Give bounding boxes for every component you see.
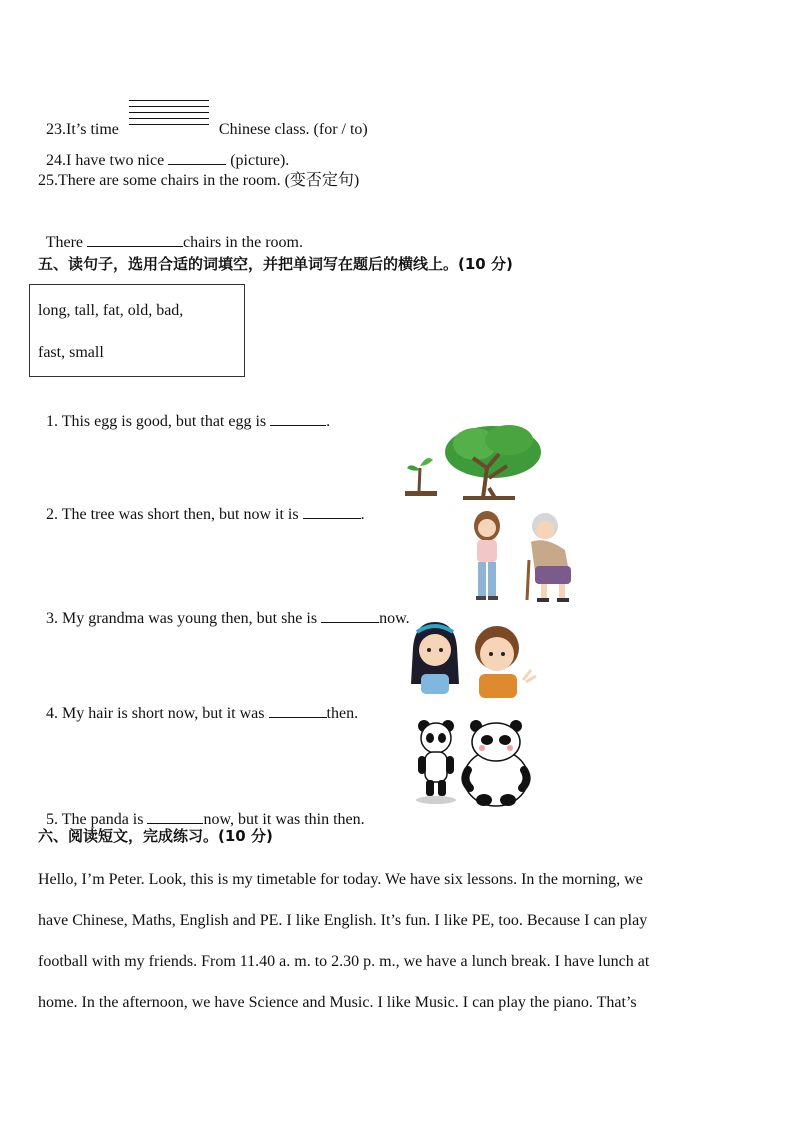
- thin-and-fat-panda-picture: [412, 718, 532, 808]
- q24-suffix: (picture).: [230, 152, 290, 169]
- q25-answer-suffix: chairs in the room.: [183, 234, 303, 251]
- q25-answer-blank[interactable]: [87, 232, 183, 247]
- item-5-blank[interactable]: [147, 809, 203, 824]
- word-box-line-2: fast, small: [38, 344, 104, 361]
- long-hair-and-short-hair-picture: [405, 618, 543, 700]
- item-4-suffix: then.: [326, 705, 359, 722]
- sapling-icon: [405, 458, 437, 496]
- section-5-item-3: [38, 588, 410, 629]
- passage-line-1: Hello, I’m Peter. Look, this is my timetable for today. We have six lessons. In the morning, we: [38, 871, 643, 888]
- item-1-blank[interactable]: [270, 411, 326, 426]
- passage-line-2: have Chinese, Maths, English and PE. I like English. It’s fun. I like PE, too. Because I can play: [38, 912, 648, 929]
- big-tree-icon: [445, 425, 541, 500]
- item-4-blank[interactable]: [269, 703, 327, 718]
- section-5-item-2: [38, 484, 365, 525]
- q23-prefix: 23.It’s time: [46, 121, 119, 138]
- section-5-item-5: [38, 789, 365, 830]
- item-1-prefix: 1. This egg is good, but that egg is: [46, 413, 267, 430]
- item-2-prefix: 2. The tree was short then, but now it is: [46, 506, 299, 523]
- item-5-suffix: now, but it was thin then.: [203, 811, 365, 828]
- passage-line-3: football with my friends. From 11.40 a. m. to 2.30 p. m., we have a lunch break. I have lunch at: [38, 953, 650, 970]
- q25-answer-prefix: There: [45, 234, 84, 251]
- long-hair-girl-icon: [411, 622, 459, 694]
- sapling-and-tree-picture: [403, 418, 543, 502]
- item-2-blank[interactable]: [303, 504, 361, 519]
- question-25: 25.There are some chairs in the room. (变否定句): [38, 172, 360, 189]
- passage-line-4: home. In the afternoon, we have Science and Music. I like Music. I can play the piano. That’s: [38, 994, 637, 1011]
- item-3-suffix: now.: [379, 610, 410, 627]
- item-3-prefix: 3. My grandma was young then, but she is: [46, 610, 318, 627]
- girl-and-grandma-picture: [465, 510, 575, 605]
- question-24: [38, 130, 289, 171]
- question-25-answer: [38, 212, 303, 253]
- short-hair-kid-icon: [475, 626, 536, 698]
- q23-suffix: Chinese class. (for / to): [218, 121, 368, 138]
- item-4-prefix: 4. My hair is short now, but it was: [46, 705, 265, 722]
- item-3-blank[interactable]: [321, 608, 379, 623]
- section-6-heading: 六、阅读短文，完成练习。(10 分): [38, 827, 273, 845]
- word-box-line-1: long, tall, fat, old, bad,: [38, 302, 184, 319]
- item-1-suffix: .: [326, 413, 331, 430]
- thin-panda-icon: [416, 720, 456, 804]
- q24-prefix: 24.I have two nice: [46, 152, 165, 169]
- section-5-item-4: [38, 683, 358, 724]
- item-2-suffix: .: [360, 506, 365, 523]
- reading-passage: [38, 859, 758, 1023]
- section-5-item-1: [38, 391, 330, 432]
- young-girl-icon: [474, 511, 500, 600]
- grandma-icon: [527, 513, 571, 602]
- fat-panda-icon: [464, 720, 528, 806]
- section-5-heading: 五、读句子，选用合适的词填空，并把单词写在题后的横线上。(10 分): [38, 255, 513, 273]
- word-box: [29, 284, 245, 377]
- item-5-prefix: 5. The panda is: [46, 811, 144, 828]
- q24-answer-blank[interactable]: [168, 150, 226, 165]
